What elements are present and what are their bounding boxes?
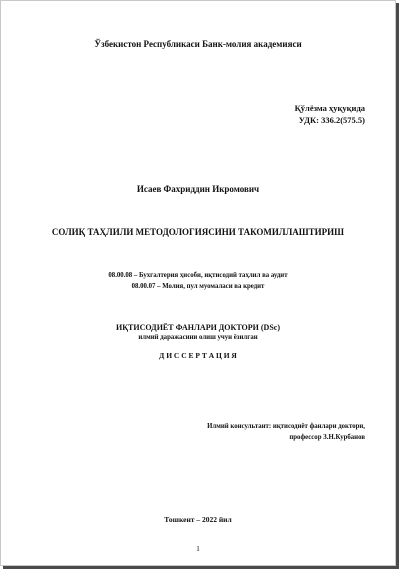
document-type: Д И С С Е Р Т А Ц И Я xyxy=(159,351,237,360)
page-number: 1 xyxy=(196,544,200,553)
institution-name: Ўзбекистон Республикаси Банк-молия академияси xyxy=(94,39,302,49)
degree-name: ИҚТИСОДИЁТ ФАНЛАРИ ДОКТОРИ (DSc) xyxy=(116,323,280,332)
consultant-line-1: Илмий консультант: иқтисодиёт фанлари доктори, xyxy=(207,423,365,430)
dissertation-title: СОЛИҚ ТАҲЛИЛИ МЕТОДОЛОГИЯСИНИ ТАКОМИЛЛАШТИРИШ xyxy=(51,227,345,237)
udc-code: УДК: 336.2(575.5) xyxy=(298,115,365,125)
author-name: Исаев Фахриддин Икромович xyxy=(136,184,260,194)
specialty-1: 08.00.08 – Бухгалтерия ҳисоби, иқтисодий таҳлил ва аудит xyxy=(108,272,288,279)
place-and-year: Тошкент – 2022 йил xyxy=(164,515,232,524)
specialty-2: 08.00.07 – Молия, пул муомаласи ва кредит xyxy=(131,283,265,290)
degree-subtitle: илмий даражасини олиш учун ёзилган xyxy=(138,334,258,341)
consultant-line-2: профессор З.Н.Курбанов xyxy=(289,434,365,441)
manuscript-rights: Қўлёзма ҳуқуқида xyxy=(294,103,365,113)
